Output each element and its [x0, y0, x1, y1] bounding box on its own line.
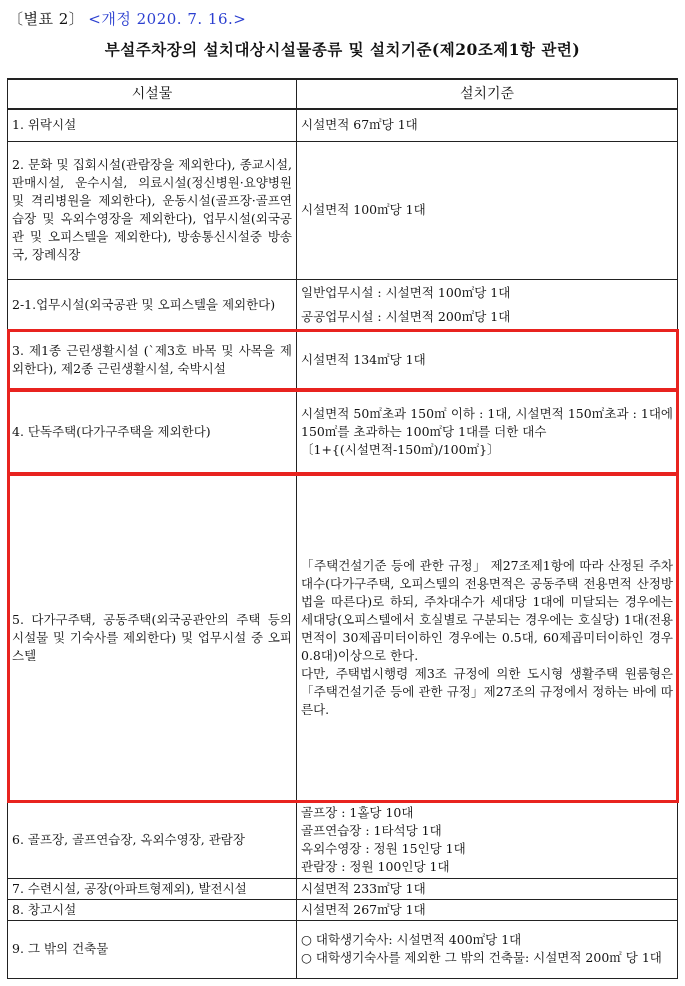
facility-cell: 6. 골프장, 골프연습장, 옥외수영장, 관람장: [8, 802, 297, 878]
facility-cell: 9. 그 밖의 건축물: [8, 920, 297, 978]
table-row-highlighted: [8, 330, 678, 390]
facility-cell: 5. 다가구주택, 공동주택(외국공관안의 주택 등의 시설물 및 기숙사를 제외한다) 및 업무시설 중 오피스텔: [8, 474, 297, 802]
facility-cell: 4. 단독주택(다가구주택을 제외한다): [8, 390, 297, 474]
criteria-cell: [297, 109, 678, 141]
criteria-cell: [297, 878, 678, 899]
table-row: [8, 920, 678, 978]
criteria-formula: 〔1+{(시설면적-150㎡)/100㎡}〕: [301, 442, 500, 457]
criteria-line: 시설면적 100㎡당 1대: [301, 202, 426, 217]
criteria-cell: [297, 899, 678, 920]
column-header-criteria: 설치기준: [297, 79, 678, 109]
annex-header: [8, 8, 246, 29]
criteria-line: 시설면적 134㎡당 1대: [301, 352, 426, 367]
criteria-line: 골프장 : 1홀당 10대: [301, 805, 414, 820]
criteria-cell: [297, 141, 678, 279]
table-row: [8, 878, 678, 899]
criteria-line: 「주택건설기준 등에 관한 규정」 제27조제1항에 따라 산정된 주차대수(다가구주택, 오피스텔의 전용면적은 공동주택 전용면적 산정방법을 따른다)로 하되, 주차대수가 세대당 1대에 미달되는 경우에는 세대당(오피스텔에서 호실별로 구분되는 경우에는 호실당) 1대(전용면적이 30제곱미터이하인 경우에는 0.5대, 60제곱미터이하인 경우0.8대)이상으로 한다.: [301, 558, 673, 663]
table-row: [8, 141, 678, 279]
criteria-cell: [297, 330, 678, 390]
facility-cell: 3. 제1종 근린생활시설 (`제3호 바목 및 사목을 제외한다), 제2종 근린생활시설, 숙박시설: [8, 330, 297, 390]
criteria-cell: [297, 802, 678, 878]
annex-label: 〔별표 2〕: [8, 10, 85, 28]
criteria-cell: [297, 390, 678, 474]
criteria-line: 관람장 : 정원 100인당 1대: [301, 859, 450, 874]
criteria-cell: [297, 474, 678, 802]
criteria-line: 시설면적 233㎡당 1대: [301, 880, 426, 896]
criteria-line: 시설면적 50㎡초과 150㎡ 이하 : 1대, 시설면적 150㎡초과 : 1대에 150㎡를 초과하는 100㎡당 1대를 더한 대수: [301, 406, 673, 439]
criteria-line: 시설면적 67㎡당 1대: [301, 117, 418, 133]
criteria-line: 공공업무시설 : 시설면적 200㎡당 1대: [301, 308, 511, 324]
table-row: [8, 279, 678, 330]
criteria-line: ○ 대학생기숙사를 제외한 그 밖의 건축물: 시설면적 200㎡ 당 1대: [301, 950, 662, 965]
criteria-line: ○ 대학생기숙사: 시설면적 400㎡당 1대: [301, 932, 522, 947]
column-header-facility: 시설물: [8, 79, 297, 109]
revision-link[interactable]: <개정 2020. 7. 16.>: [88, 10, 247, 28]
criteria-line: 옥외수영장 : 정원 15인당 1대: [301, 841, 466, 856]
page-title: 부설주차장의 설치대상시설물종류 및 설치기준(제20조제1항 관련): [104, 40, 581, 59]
criteria-cell: [297, 279, 678, 330]
parking-standards-table: [7, 78, 678, 979]
table-row-highlighted: [8, 390, 678, 474]
facility-cell: 2. 문화 및 집회시설(관람장을 제외한다), 종교시설, 판매시설, 운수시설, 의료시설(정신병원·요양병원 및 격리병원을 제외한다), 운동시설(골프장·골프연습장 및 옥외수영장을 제외한다), 업무시설(외국공관 및 오피스텔을 제외한다), 방송통신시설중 방송국, 장례식장: [8, 141, 297, 279]
facility-cell: 1. 위락시설: [8, 109, 297, 141]
table-row-highlighted: [8, 474, 678, 802]
criteria-line: 일반업무시설 : 시설면적 100㎡당 1대: [301, 284, 511, 300]
criteria-cell: [297, 920, 678, 978]
table-row: [8, 802, 678, 878]
facility-cell: 7. 수련시설, 공장(아파트형제외), 발전시설: [8, 878, 297, 899]
criteria-line: 시설면적 267㎡당 1대: [301, 901, 426, 917]
table-header-row: [8, 79, 678, 109]
table-row: [8, 899, 678, 920]
table-row: [8, 109, 678, 141]
facility-cell: 8. 창고시설: [8, 899, 297, 920]
criteria-line: 골프연습장 : 1타석당 1대: [301, 823, 442, 838]
criteria-line: 다만, 주택법시행령 제3조 규정에 의한 도시형 생활주택 원룸형은 「주택건설기준 등에 관한 규정」제27조의 규정에서 정하는 바에 따른다.: [301, 666, 673, 717]
facility-cell: 2-1.업무시설(외국공관 및 오피스텔을 제외한다): [8, 279, 297, 330]
